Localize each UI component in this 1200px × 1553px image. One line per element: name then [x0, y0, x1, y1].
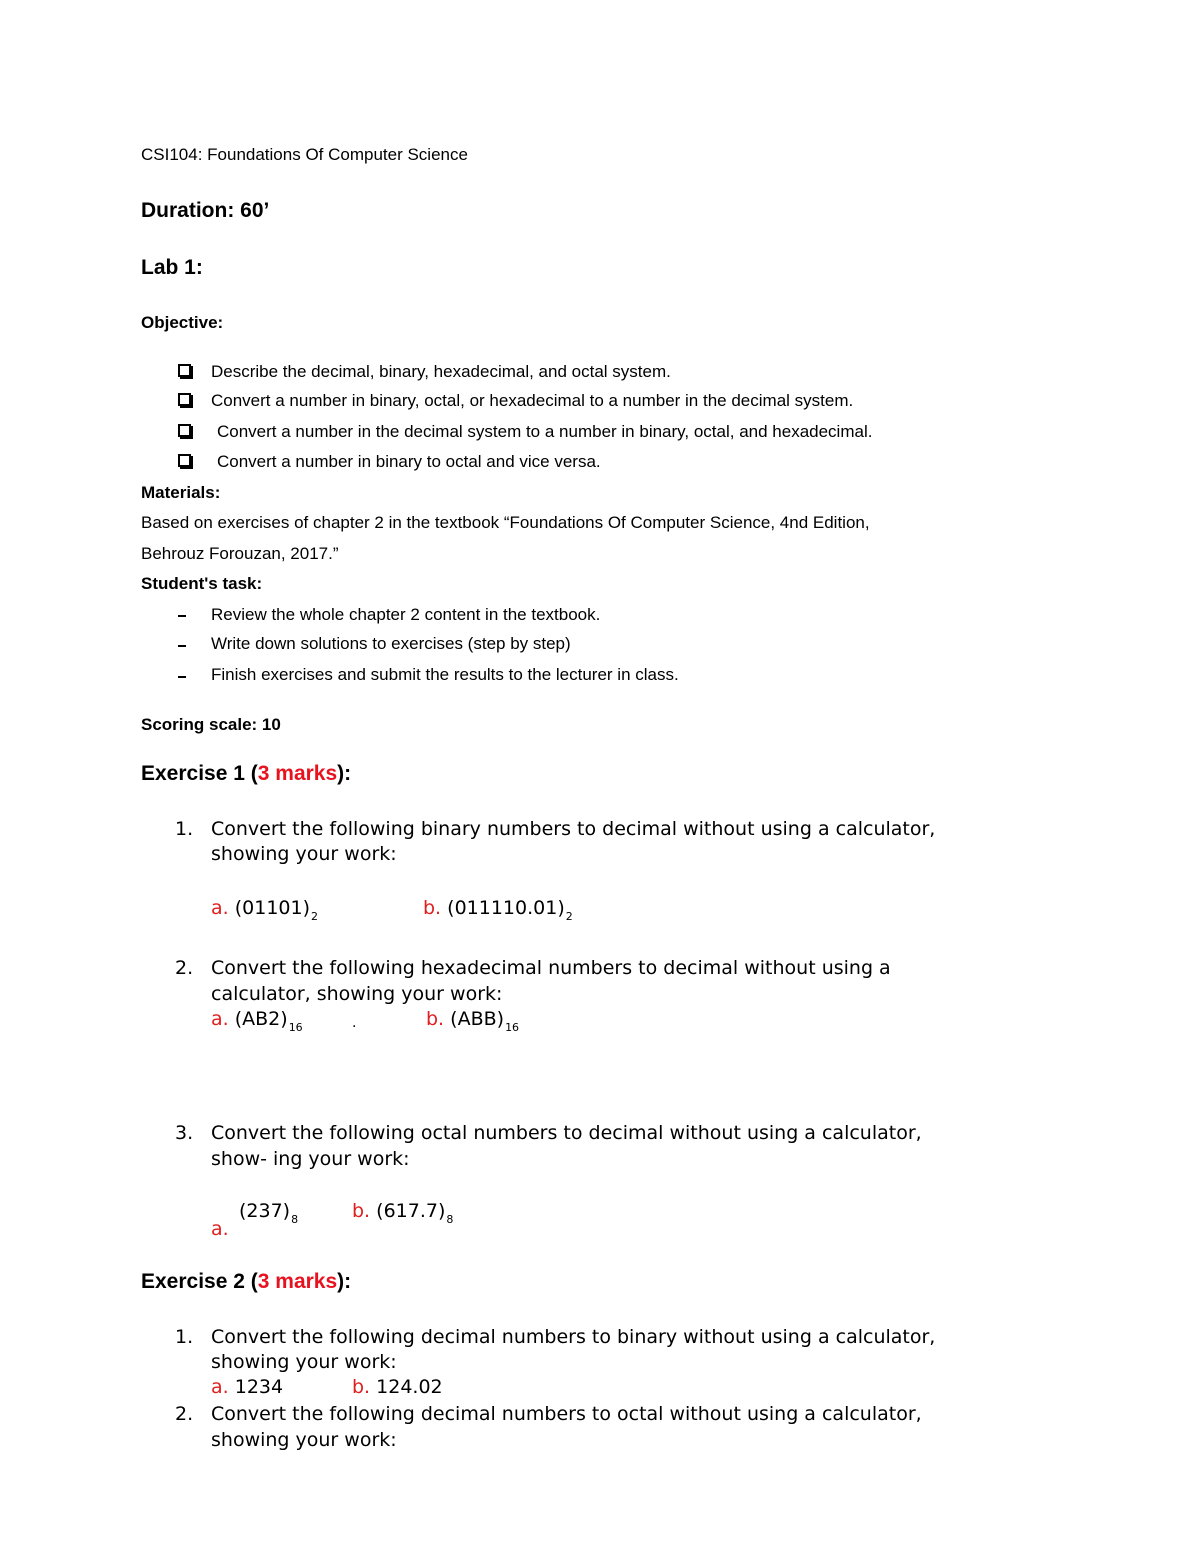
question-text: Convert the following binary numbers to decimal without using a calculator, [211, 818, 936, 840]
task-item: Write down solutions to exercises (step by step) [211, 634, 571, 653]
question-text: Convert the following decimal numbers to binary without using a calculator, [211, 1326, 936, 1348]
materials-text: Behrouz Forouzan, 2017.” [141, 544, 339, 563]
task-item: Review the whole chapter 2 content in the textbook. [211, 605, 601, 624]
answer-a: a. $(AB2)_{16}$ [211, 1008, 303, 1034]
answer-a: $(237)_8$ [239, 1200, 299, 1226]
question-number: 1. [175, 818, 194, 840]
question-text: Convert the following hexadecimal numbers to decimal without using a [211, 957, 891, 979]
objective-item: Convert a number in binary, octal, or hexadecimal to a number in the decimal system. [211, 391, 854, 410]
answer-b: b. $(011110.01)_2$ [423, 897, 573, 923]
dash-bullet [178, 615, 186, 617]
exercise2-heading: Exercise 2 (3 marks): [141, 1270, 352, 1293]
answer-a: a. 1234 [211, 1376, 284, 1398]
question-number: 3. [175, 1122, 194, 1144]
exercise1-marks: 3 marks [257, 762, 338, 785]
answer-b: b. $(617.7)_8$ [352, 1200, 454, 1226]
lab-heading: Lab 1: [141, 256, 203, 279]
dash-bullet [178, 645, 186, 647]
duration-heading: Duration: 60’ [141, 199, 270, 222]
exercise1-heading: Exercise 1 (3 marks): [141, 762, 352, 785]
objective-item: Convert a number in the decimal system to a number in binary, octal, and hexadecimal. [217, 422, 873, 441]
answer-a-label: a. [211, 1218, 229, 1240]
answer-a: a. $(01101)_2$ [211, 897, 319, 923]
question-text: showing your work: [211, 843, 397, 865]
stray-dot: . [352, 1015, 357, 1031]
exercise2-marks: 3 marks [257, 1270, 338, 1293]
question-number: 2. [175, 1403, 194, 1425]
course-title: CSI104: Foundations Of Computer Science [141, 145, 468, 164]
materials-heading: Materials: [141, 483, 221, 502]
checkbox-icon [178, 364, 191, 377]
question-text: show- ing your work: [211, 1148, 410, 1170]
question-text: Convert the following octal numbers to decimal without using a calculator, [211, 1122, 922, 1144]
objective-item: Describe the decimal, binary, hexadecimal, and octal system. [211, 362, 671, 381]
checkbox-icon [178, 393, 191, 406]
materials-text: Based on exercises of chapter 2 in the textbook “Foundations Of Computer Science, 4nd Edition, [141, 513, 870, 532]
answer-b: b. $(ABB)_{16}$ [426, 1008, 520, 1034]
question-text: showing your work: [211, 1429, 397, 1451]
question-text: Convert the following decimal numbers to octal without using a calculator, [211, 1403, 922, 1425]
objective-heading: Objective: [141, 313, 224, 332]
question-text: calculator, showing your work: [211, 983, 503, 1005]
task-heading: Student's task: [141, 574, 263, 593]
question-text: showing your work: [211, 1351, 397, 1373]
checkbox-icon [178, 454, 191, 467]
task-item: Finish exercises and submit the results to the lecturer in class. [211, 665, 679, 684]
dash-bullet [178, 676, 186, 678]
objective-item: Convert a number in binary to octal and vice versa. [217, 452, 601, 471]
answer-b: b. 124.02 [352, 1376, 443, 1398]
checkbox-icon [178, 424, 191, 437]
question-number: 1. [175, 1326, 194, 1348]
scoring-scale: Scoring scale: 10 [141, 715, 281, 734]
question-number: 2. [175, 957, 194, 979]
